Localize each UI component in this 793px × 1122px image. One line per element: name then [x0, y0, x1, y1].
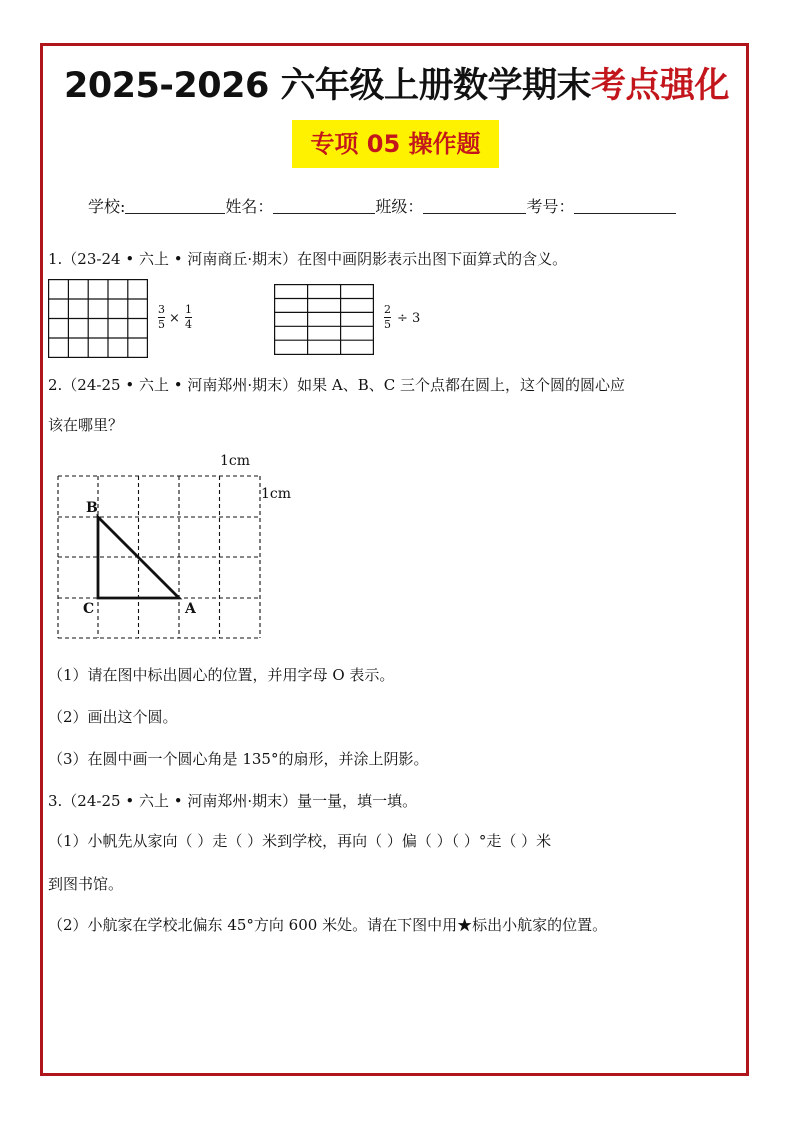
unit-label-right: 1cm	[261, 486, 292, 502]
student-info-row	[88, 194, 676, 217]
q2-sub3: （3）在圆中画一个圆心角是 135°的扇形，并涂上阴影。	[48, 750, 429, 768]
q1-fraction-c: 2 5	[384, 303, 391, 331]
school-field[interactable]	[125, 197, 225, 214]
name-field[interactable]	[273, 197, 375, 214]
subtitle-banner: 专项 05 操作题	[292, 120, 499, 168]
class-field[interactable]	[423, 197, 526, 214]
point-label-c: C	[83, 601, 95, 617]
q1-fraction-b: 1 4	[185, 303, 192, 331]
title-main: 2025-2026 六年级上册数学期末	[63, 66, 592, 106]
school-label: 学校:	[88, 197, 126, 216]
q2-triangle-grid[interactable]	[50, 448, 310, 646]
point-label-b: B	[86, 500, 98, 516]
q1-grid-right[interactable]	[274, 284, 374, 355]
page-title	[0, 58, 793, 108]
name-label: 姓名：	[225, 197, 274, 216]
q2-text-line1: 2.（24-25 • 六上 • 河南郑州·期末）如果 A、B、C 三个点都在圆上，这个圆的圆心应	[48, 376, 625, 394]
q3-sub2: （2）小航家在学校北偏东 45°方向 600 米处。请在下图中用★标出小航家的位置。	[48, 916, 608, 934]
q3-sub1-line1: （1）小帆先从家向（ ）走（ ）米到学校，再向（ ）偏（ ）（ ）°走（ ）米	[48, 832, 552, 850]
q1-fraction-a: 3 5	[158, 303, 165, 331]
q2-sub2: （2）画出这个圆。	[48, 708, 178, 726]
q1-times-sign: ×	[169, 311, 180, 326]
unit-label-top: 1cm	[220, 453, 251, 469]
exam-no-field[interactable]	[574, 197, 676, 214]
q1-divide-expr: ÷ 3	[397, 311, 421, 326]
q1-text: 1.（23-24 • 六上 • 河南商丘·期末）在图中画阴影表示出图下面算式的含义。	[48, 250, 568, 268]
q3-sub1-line2: 到图书馆。	[48, 875, 124, 893]
point-label-a: A	[185, 601, 196, 617]
q2-text-line2: 该在哪里？	[48, 416, 124, 434]
class-label: 班级：	[375, 197, 424, 216]
title-highlight: 考点强化	[591, 66, 730, 106]
q2-sub1: （1）请在图中标出圆心的位置，并用字母 O 表示。	[48, 666, 395, 684]
q3-text: 3.（24-25 • 六上 • 河南郑州·期末）量一量，填一填。	[48, 792, 418, 810]
q1-grid-left[interactable]	[48, 279, 148, 358]
exam-no-label: 考号：	[526, 197, 575, 216]
